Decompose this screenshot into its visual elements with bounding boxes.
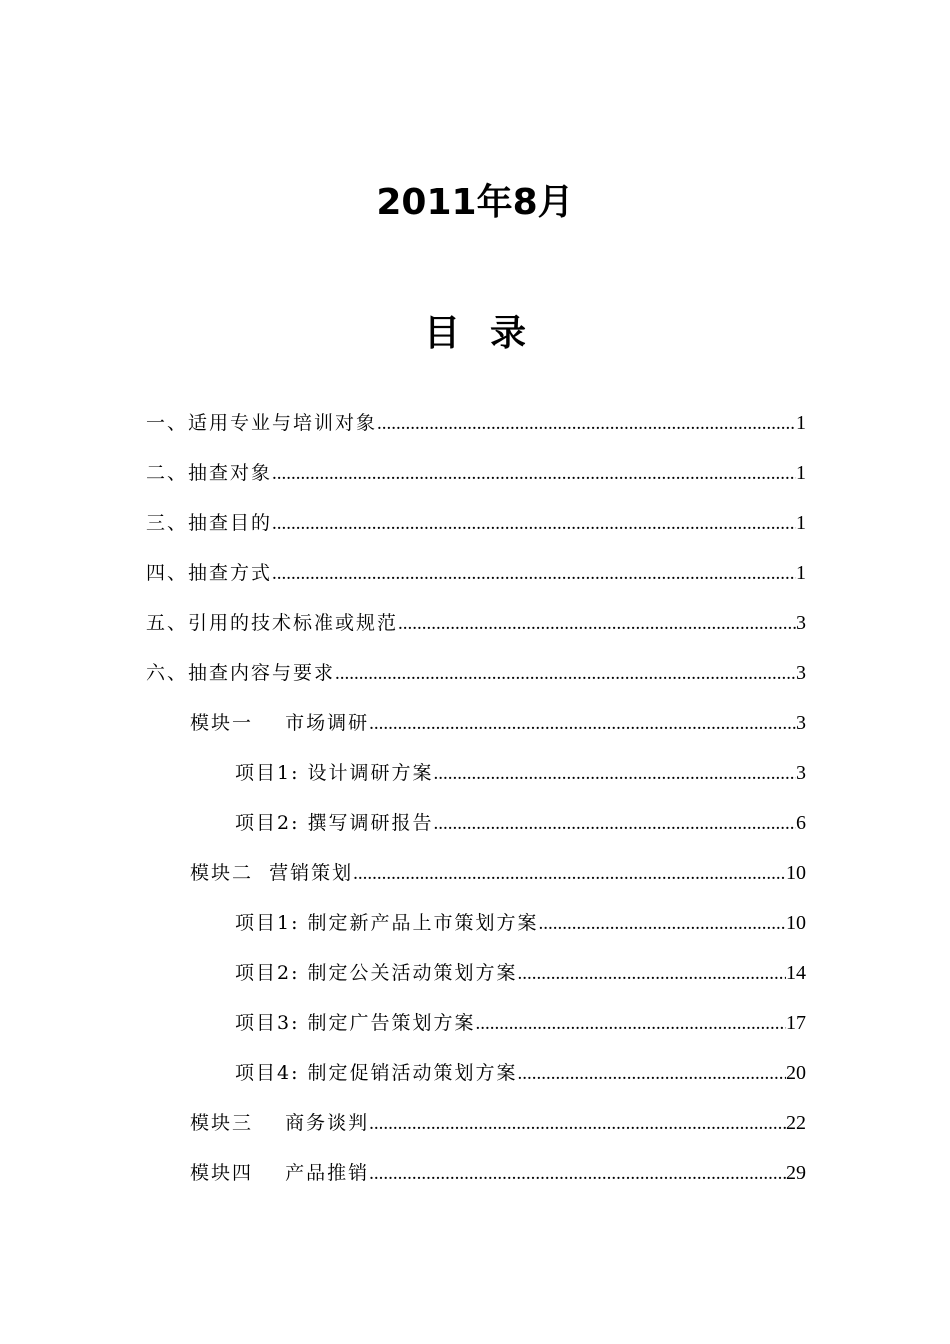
toc-entry[interactable] [146, 798, 806, 848]
toc-page-number: 1 [796, 562, 806, 584]
dot-leader [335, 649, 796, 699]
toc-entry[interactable] [146, 1148, 806, 1198]
toc-title-char: 目 [423, 312, 460, 354]
toc-page-number: 17 [786, 1012, 806, 1034]
dot-leader [369, 699, 796, 749]
toc-entry-text: 模块二 营销策划 [190, 862, 354, 884]
toc-entry-text: 项目2: 撰写调研报告 [235, 812, 434, 834]
document-date: 2011年8月 [376, 182, 574, 223]
dot-leader [272, 449, 796, 499]
dot-leader [434, 749, 796, 799]
toc-entry[interactable] [146, 898, 806, 948]
dot-leader [272, 549, 796, 599]
toc-entry[interactable] [146, 1048, 806, 1098]
toc-page-number: 10 [786, 862, 806, 884]
toc-entry[interactable] [146, 998, 806, 1048]
toc-entry-text: 二、抽查对象 [146, 462, 273, 484]
toc-entry-text: 六、抽查内容与要求 [146, 662, 336, 684]
dot-leader [518, 949, 786, 999]
toc-entry[interactable] [146, 948, 806, 998]
toc-entry[interactable] [146, 548, 806, 598]
dot-leader [518, 1049, 786, 1099]
toc-entry-text: 模块一 市场调研 [190, 712, 370, 734]
toc-page-number: 20 [786, 1062, 806, 1084]
toc-page-number: 3 [796, 612, 806, 634]
dot-leader [398, 599, 796, 649]
toc-page-number: 6 [796, 812, 806, 834]
toc-page-number: 29 [786, 1162, 806, 1184]
toc-page-number: 1 [796, 412, 806, 434]
toc-entry[interactable] [146, 398, 806, 448]
toc-entry[interactable] [146, 648, 806, 698]
toc-page-number: 3 [796, 662, 806, 684]
toc-entry-text: 项目3: 制定广告策划方案 [235, 1012, 476, 1034]
toc-page-number: 10 [786, 912, 806, 934]
toc-entry-text: 项目2: 制定公关活动策划方案 [235, 962, 518, 984]
toc-entry[interactable] [146, 598, 806, 648]
toc-page-number: 1 [796, 512, 806, 534]
toc-page-number: 3 [796, 712, 806, 734]
dot-leader [369, 1149, 786, 1199]
toc-page-number: 22 [786, 1112, 806, 1134]
dot-leader [476, 999, 786, 1049]
toc-page-number: 14 [786, 962, 806, 984]
dot-leader [272, 499, 796, 549]
toc-entry-text: 五、引用的技术标准或规范 [146, 612, 399, 634]
dot-leader [377, 399, 796, 449]
toc-entry-text: 项目1: 制定新产品上市策划方案 [235, 912, 539, 934]
toc-title [0, 305, 950, 361]
toc-entry-text: 项目4: 制定促销活动策划方案 [235, 1062, 518, 1084]
toc-entry[interactable] [146, 1098, 806, 1148]
toc-entry-text: 项目1: 设计调研方案 [235, 762, 434, 784]
toc-entry[interactable] [146, 448, 806, 498]
toc-entry[interactable] [146, 698, 806, 748]
dot-leader [434, 799, 796, 849]
dot-leader [353, 849, 786, 899]
toc-entry-text: 一、适用专业与培训对象 [146, 412, 378, 434]
toc-entry-text: 模块四 产品推销 [190, 1162, 370, 1184]
dot-leader [539, 899, 786, 949]
toc-entry-text: 四、抽查方式 [146, 562, 273, 584]
toc-page-number: 1 [796, 462, 806, 484]
toc-entry-text: 三、抽查目的 [146, 512, 273, 534]
toc-entry-text: 模块三 商务谈判 [190, 1112, 370, 1134]
toc-entry[interactable] [146, 848, 806, 898]
toc-entry[interactable] [146, 498, 806, 548]
dot-leader [369, 1099, 786, 1149]
toc-page-number: 3 [796, 762, 806, 784]
toc-title-char: 录 [490, 312, 527, 354]
toc-entry[interactable] [146, 748, 806, 798]
table-of-contents [146, 398, 806, 1198]
